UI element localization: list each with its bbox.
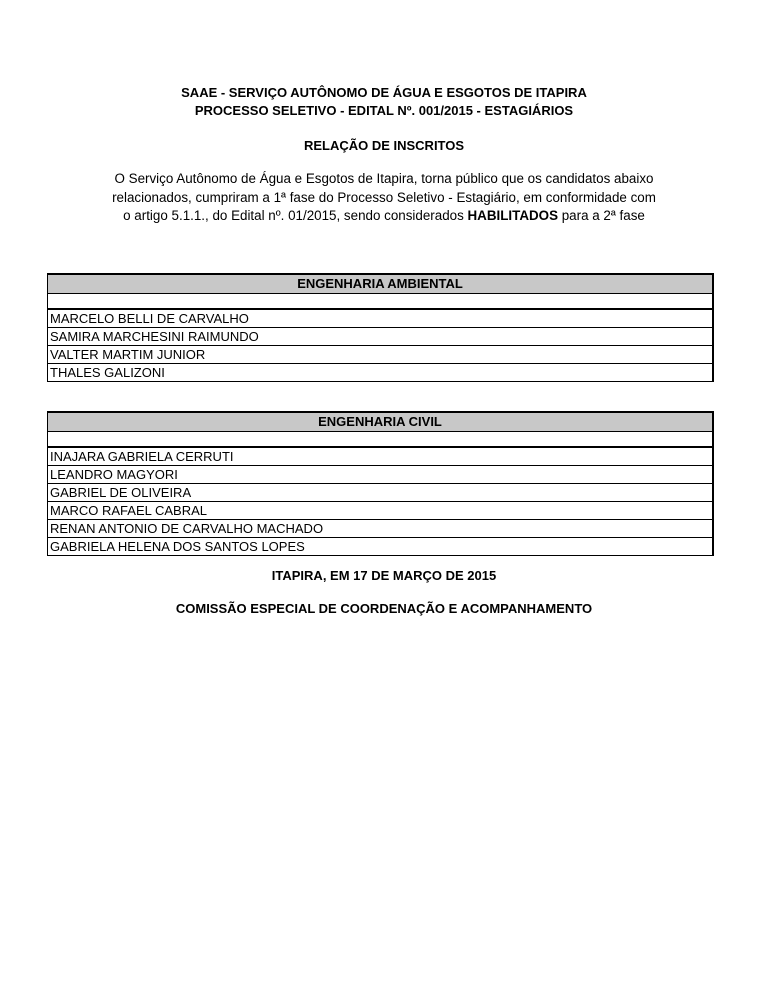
- table-blank-row: [48, 294, 712, 310]
- intro-line-3-start: o artigo 5.1.1., do Edital nº. 01/2015, sendo considerados: [123, 208, 468, 223]
- table-row: SAMIRA MARCHESINI RAIMUNDO: [48, 328, 712, 346]
- table-header: ENGENHARIA CIVIL: [48, 413, 712, 432]
- table-engenharia-ambiental: [47, 273, 714, 382]
- intro-line-2: relacionados, cumpriram a 1ª fase do Processo Seletivo - Estagiário, em conformidade com: [112, 190, 656, 205]
- table-row: THALES GALIZONI: [50, 365, 165, 380]
- table-row: INAJARA GABRIELA CERRUTI: [48, 448, 712, 466]
- table-engenharia-civil: [47, 411, 714, 556]
- table-row: VALTER MARTIM JUNIOR: [48, 346, 712, 364]
- organization-title: SAAE - SERVIÇO AUTÔNOMO DE ÁGUA E ESGOTOS DE ITAPIRA: [181, 85, 587, 100]
- intro-line-3: [0, 208, 768, 223]
- table-row: MARCELO BELLI DE CARVALHO: [48, 310, 712, 328]
- committee-line: COMISSÃO ESPECIAL DE COORDENAÇÃO E ACOMPANHAMENTO: [175, 601, 593, 616]
- table-row: RENAN ANTONIO DE CARVALHO MACHADO: [48, 520, 712, 538]
- intro-line-3-end: para a 2ª fase: [558, 208, 645, 223]
- habilitados-emphasis: HABILITADOS: [467, 208, 559, 223]
- intro-line-1: O Serviço Autônomo de Água e Esgotos de Itapira, torna público que os candidatos abaixo: [114, 171, 654, 186]
- table-row: GABRIELA HELENA DOS SANTOS LOPES: [50, 539, 305, 554]
- table-row: MARCO RAFAEL CABRAL: [48, 502, 712, 520]
- table-row: GABRIEL DE OLIVEIRA: [48, 484, 712, 502]
- table-blank-row: [48, 432, 712, 448]
- table-header: ENGENHARIA AMBIENTAL: [48, 275, 712, 294]
- list-subtitle: RELAÇÃO DE INSCRITOS: [303, 138, 465, 153]
- date-line: ITAPIRA, EM 17 DE MARÇO DE 2015: [271, 568, 497, 583]
- process-title: PROCESSO SELETIVO - EDITAL Nº. 001/2015 - ESTAGIÁRIOS: [194, 103, 574, 118]
- table-row: LEANDRO MAGYORI: [48, 466, 712, 484]
